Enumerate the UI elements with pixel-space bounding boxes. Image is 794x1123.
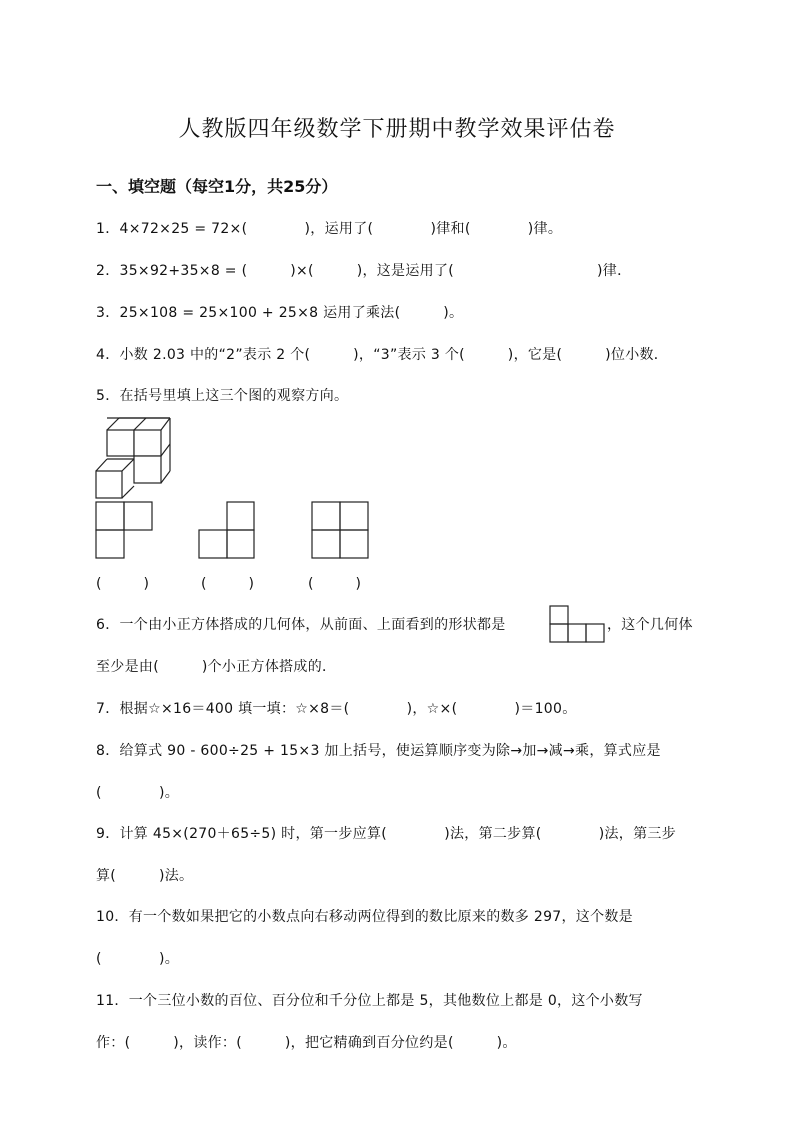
- view-shape-2: [198, 501, 258, 559]
- question-2: 2．35×92+35×8 = ( )×( )，这是运用了( )律．: [96, 263, 632, 279]
- cube-stack-figure: [94, 416, 174, 498]
- question-9-line-1: 9．计算 45×(270＋65÷5) 时，第一步应算( )法，第二步算( )法，第三步: [96, 826, 676, 842]
- question-11-line-1: 11．一个三位小数的百位、百分位和千分位上都是 5，其他数位上都是 0，这个小数写: [96, 993, 643, 1009]
- question-6-text-a: 6．一个由小正方体搭成的几何体，从前面、上面看到的形状都是: [96, 617, 506, 633]
- question-9-line-2: 算( )法。: [96, 868, 194, 884]
- question-6-line-1: [96, 614, 506, 634]
- page-title: 人教版四年级数学下册期中教学效果评估卷: [178, 117, 616, 142]
- answer-blank-view-2[interactable]: ( ): [201, 576, 254, 592]
- question-3: 3．25×108 = 25×100 + 25×8 运用了乘法( )。: [96, 305, 464, 321]
- question-6-line-2: 至少是由( )个小正方体搭成的．: [96, 659, 337, 675]
- question-6-text-b: ，这个几何体: [607, 617, 693, 633]
- question-8-line-2: ( )。: [96, 785, 180, 801]
- answer-blank-view-3[interactable]: ( ): [308, 576, 361, 592]
- question-11-line-2: 作：( )，读作：( )，把它精确到百分位约是( )。: [96, 1035, 517, 1051]
- question-5: 5．在括号里填上这三个图的观察方向。: [96, 388, 349, 404]
- question-10-line-1: 10．有一个数如果把它的小数点向右移动两位得到的数比原来的数多 297，这个数是: [96, 909, 633, 925]
- answer-blank-view-1[interactable]: ( ): [96, 576, 149, 592]
- section-heading: 一、填空题（每空1分，共25分）: [96, 177, 338, 196]
- question-8-line-1: 8．给算式 90 - 600÷25 + 15×3 加上括号，使运算顺序变为除→加→减→乘，算式应是: [96, 743, 661, 759]
- question-10-line-2: ( )。: [96, 951, 180, 967]
- view-shape-3: [311, 501, 371, 559]
- question-4: 4．小数 2.03 中的“2”表示 2 个( )，“3”表示 3 个( )，它是( )位小数．: [96, 347, 669, 363]
- question-1: 1．4×72×25 = 72×( )，运用了( )律和( )律。: [96, 221, 563, 237]
- small-view-shape: [549, 605, 607, 643]
- view-shape-1: [95, 501, 155, 559]
- question-7: 7．根据☆×16＝400 填一填：☆×8＝( )，☆×( )＝100。: [96, 701, 577, 717]
